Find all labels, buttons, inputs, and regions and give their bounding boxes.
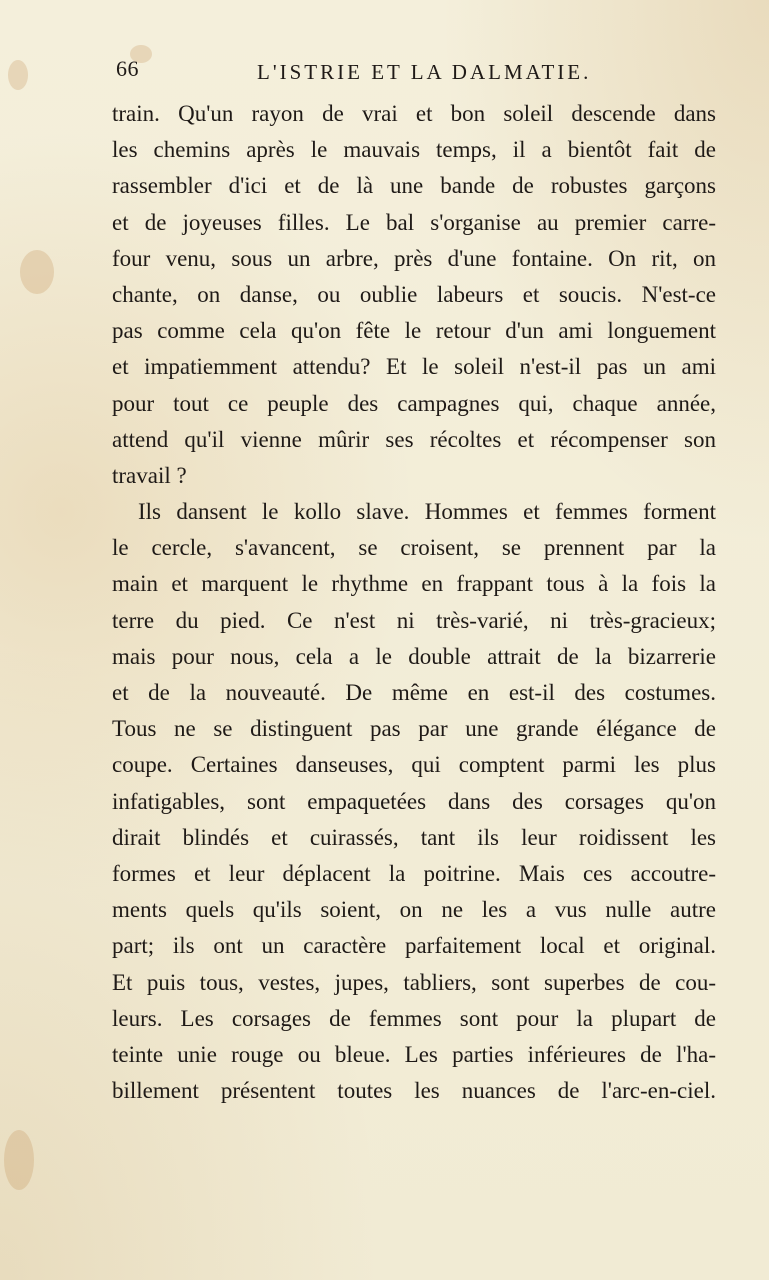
body-text: [112, 96, 716, 1109]
text-line: chante, on danse, ou oublie labeurs et soucis. N'est-ce: [112, 281, 716, 307]
page-header: [112, 56, 714, 92]
text-line: le cercle, s'avancent, se croisent, se prennent par la: [112, 535, 716, 561]
text-line: coupe. Certaines danseuses, qui comptent parmi les plus: [112, 752, 716, 778]
text-line: train. Qu'un rayon de vrai et bon soleil descende dans: [112, 101, 716, 126]
text-line: Ils dansent le kollo slave. Hommes et femmes forment: [138, 499, 716, 525]
text-line: travail ?: [112, 462, 187, 488]
text-line: pas comme cela qu'on fête le retour d'un ami longuement: [112, 318, 716, 344]
text-line: ments quels qu'ils soient, on ne les a vus nulle autre: [112, 897, 716, 923]
text-line: rassembler d'ici et de là une bande de robustes garçons: [112, 173, 716, 199]
text-line: et impatiemment attendu? Et le soleil n'est-il pas un ami: [112, 354, 716, 380]
text-line: pour tout ce peuple des campagnes qui, chaque année,: [112, 390, 716, 416]
text-line: les chemins après le mauvais temps, il a bientôt fait de: [112, 137, 716, 163]
text-line: teinte unie rouge ou bleue. Les parties inférieures de l'ha-: [112, 1041, 716, 1067]
text-line: et de joyeuses filles. Le bal s'organise au premier carre-: [112, 209, 716, 235]
text-line: Tous ne se distinguent pas par une grande élégance de: [112, 716, 716, 742]
text-line: terre du pied. Ce n'est ni très-varié, ni très-gracieux;: [112, 607, 716, 633]
running-head: L'ISTRIE ET LA DALMATIE.: [257, 60, 592, 84]
text-line: main et marquent le rhythme en frappant tous à la fois la: [112, 571, 716, 597]
text-line: formes et leur déplacent la poitrine. Mais ces accoutre-: [112, 860, 716, 886]
text-line: part; ils ont un caractère parfaitement local et original.: [112, 933, 716, 959]
text-line: leurs. Les corsages de femmes sont pour la plupart de: [112, 1005, 716, 1031]
text-line: infatigables, sont empaquetées dans des corsages qu'on: [112, 788, 716, 814]
page-number: 66: [116, 56, 139, 81]
text-line: dirait blindés et cuirassés, tant ils leur roidissent les: [112, 824, 716, 850]
foxing-stain: [8, 60, 28, 90]
text-line: four venu, sous un arbre, près d'une fontaine. On rit, on: [112, 245, 716, 271]
text-line: et de la nouveauté. De même en est-il des costumes.: [112, 680, 716, 705]
text-line: mais pour nous, cela a le double attrait de la bizarrerie: [112, 643, 716, 669]
foxing-stain: [20, 250, 54, 294]
text-line: attend qu'il vienne mûrir ses récoltes et récompenser son: [112, 426, 716, 452]
text-line: billement présentent toutes les nuances de l'arc-en-ciel.: [112, 1078, 716, 1104]
foxing-stain: [4, 1130, 34, 1190]
text-line: Et puis tous, vestes, jupes, tabliers, sont superbes de cou-: [112, 969, 716, 995]
